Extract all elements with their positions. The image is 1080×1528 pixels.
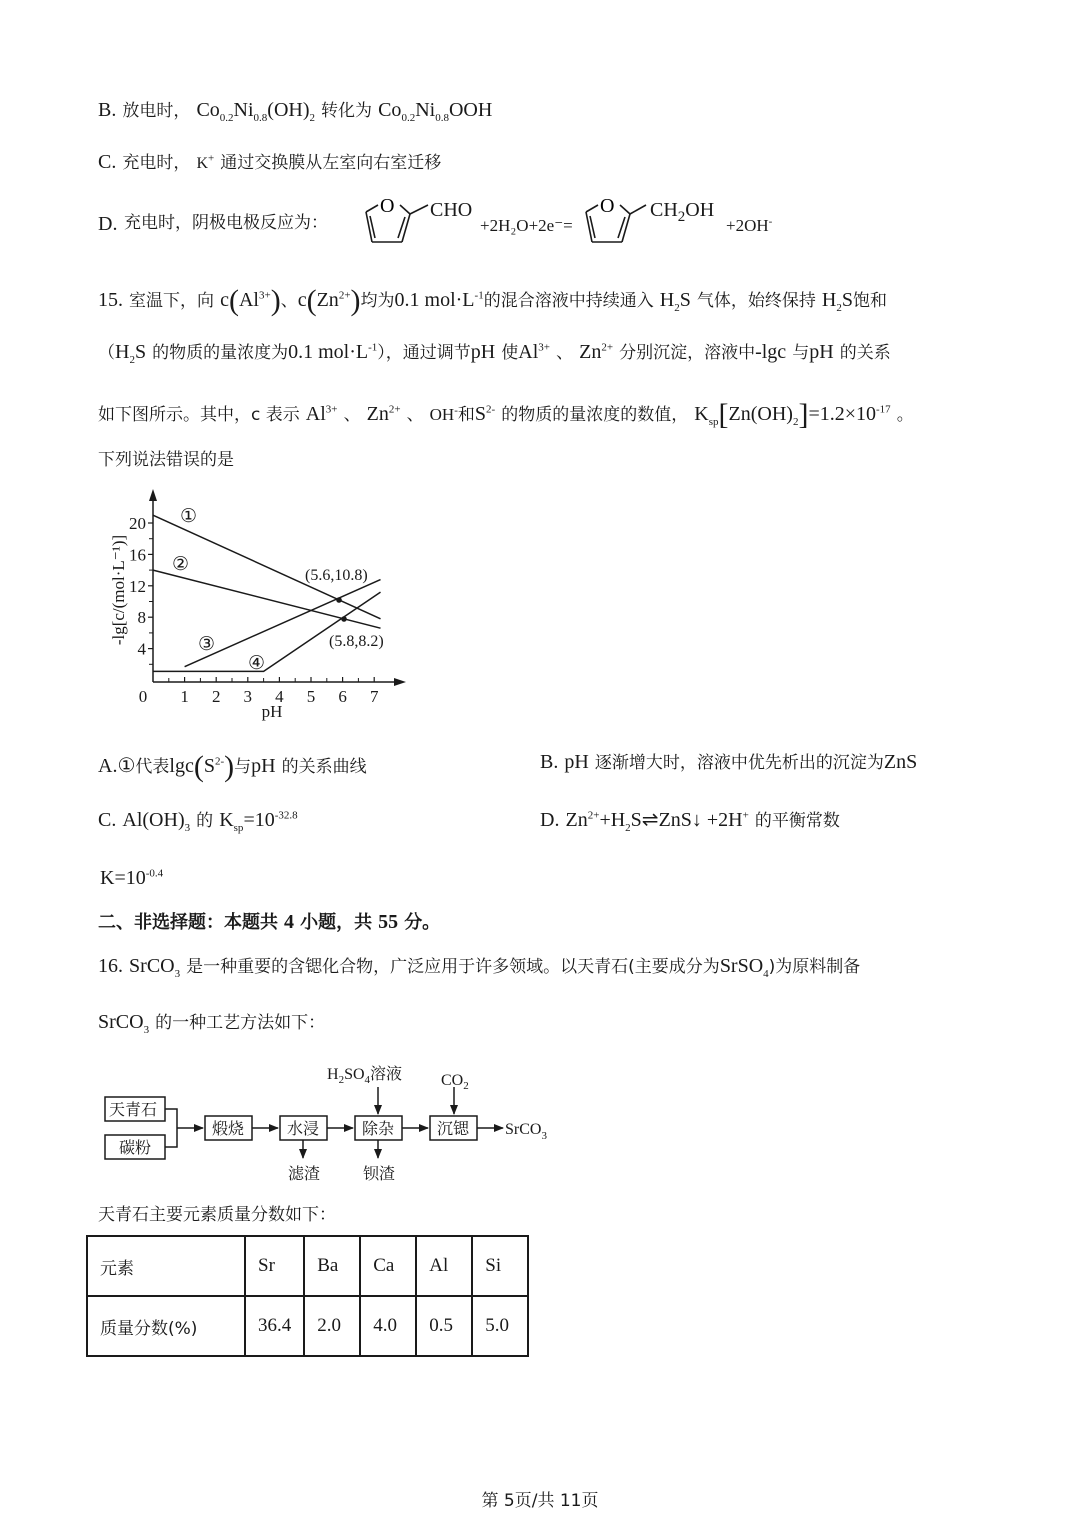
x-tick-label: 3: [243, 687, 253, 706]
h2s: $H_2S$: [115, 341, 147, 366]
input-carbon: 碳粉: [119, 1138, 152, 1157]
x-tick-label: 1: [180, 687, 189, 706]
text: 如下图所示。其中，c 表示: [98, 405, 300, 425]
lgc: -lgc: [755, 341, 787, 363]
q16-line-1: [98, 955, 861, 980]
heading-text: 分。: [404, 912, 441, 933]
annotation-1: (5.6,10.8): [305, 567, 368, 584]
ion: OH-: [429, 404, 458, 424]
q15-option-d-k: [100, 868, 163, 888]
ion: $Al^{3+}$: [305, 403, 338, 425]
series-label-3: ③: [198, 634, 216, 655]
h2s: $H_2S$: [659, 289, 691, 314]
text: 的一种工艺方法如下：: [155, 1013, 326, 1033]
concentration: 0.1 $mol\cdot L^{-1}$: [394, 289, 484, 311]
text: 、: [556, 343, 574, 363]
series-label-2: ②: [172, 554, 190, 575]
k-value: $K=10^{-0.4}$: [100, 867, 164, 889]
option-label: D.: [98, 213, 118, 235]
ring-oxygen: O: [380, 195, 395, 217]
ph-chart: [100, 485, 420, 725]
option-label: B.: [98, 99, 117, 121]
formula: $Co_{0.2}Ni_{0.8}(OH)_2$: [196, 99, 315, 124]
section-2-heading: [98, 912, 440, 932]
text: 与: [234, 757, 252, 777]
q15-line-3: [98, 400, 914, 430]
option-text: 充电时，阴极电极反应为：: [124, 213, 328, 233]
q15-option-b: [540, 752, 917, 772]
q16-line-2: [98, 1011, 326, 1036]
q15-option-d: [540, 809, 840, 834]
option-c-prev: [98, 152, 441, 172]
ring-oxygen: O: [600, 195, 615, 217]
y-axis-label: -lg[c/(mol·L⁻¹)]: [109, 534, 128, 646]
table-cell: 36.4: [245, 1296, 304, 1356]
text: 、: [343, 405, 361, 425]
text: 的: [196, 811, 214, 831]
table-row: [87, 1296, 528, 1356]
table-cell: 质量分数(%): [87, 1296, 245, 1356]
text: 均为: [360, 291, 395, 311]
product-srco3: SrCO$_3$: [505, 1121, 547, 1142]
conc-zn: $c(Zn^{2+})$: [297, 284, 361, 317]
text: )为原料制备: [768, 957, 861, 977]
heading-number: 4: [284, 911, 295, 933]
equation-middle: +2H₂O+2e⁻=: [480, 216, 573, 235]
reagent-co2: $CO_2$: [441, 1072, 469, 1092]
equation: $Zn^{2+}+H_2S\rightleftharpoons ZnS↓ +2H^+$: [565, 809, 749, 834]
y-axis-arrow: [149, 489, 157, 501]
q15-option-c: [98, 809, 298, 834]
text: 的混合溶液中持续通入: [483, 291, 654, 311]
table-cell: 2.0: [304, 1296, 360, 1356]
ph: pH: [564, 751, 589, 773]
ion: K+: [196, 152, 215, 172]
text: （: [98, 343, 115, 363]
x-tick-label: 2: [211, 687, 221, 706]
y-tick-label: 20: [129, 514, 146, 533]
furfuryl-alcohol-structure: [580, 190, 660, 250]
step-purify: 除杂: [362, 1119, 395, 1138]
equation-tail: +2OH-: [726, 215, 773, 235]
option-text: 通过交换膜从左室向右室迁移: [220, 153, 442, 173]
text: 的平衡常数: [754, 811, 840, 831]
y-tick-label: 12: [129, 576, 146, 596]
x-axis-arrow: [394, 678, 406, 686]
text: 下列说法错误的是: [98, 450, 234, 470]
ph: pH: [251, 755, 276, 777]
text: 的关系: [839, 343, 891, 363]
text: 、: [280, 291, 298, 311]
ksp-zn: $K_{sp}[Zn(OH)_2]=1.2\times 10^{-17}$: [694, 398, 891, 431]
text: 的关系曲线: [281, 757, 367, 777]
step-calcine: 煅烧: [212, 1119, 245, 1138]
x-tick-label: 5: [306, 687, 316, 706]
option-b-prev: [98, 99, 493, 124]
formula: SrCO$_3$: [98, 1011, 150, 1036]
heading-number: 55: [378, 911, 399, 933]
y-tick-label: 16: [129, 545, 146, 565]
x-tick-label: 7: [369, 687, 379, 706]
x-tick-label: 0: [138, 687, 148, 706]
formula: $Al(OH)_3$: [122, 809, 191, 834]
table-header: 元素: [87, 1236, 245, 1296]
option-label: C.: [98, 151, 117, 173]
table-header: Si: [472, 1236, 528, 1296]
q15-line-4: [98, 450, 234, 469]
series-label-1: ①: [180, 506, 198, 527]
table-cell: 4.0: [360, 1296, 416, 1356]
concentration: 0.1 $mol\cdot L^{-1}$: [288, 341, 378, 363]
q15-line-2: [98, 341, 891, 366]
text: 逐渐增大时，溶液中优先析出的沉淀为: [594, 753, 884, 773]
x-tick-label: 4: [275, 687, 284, 706]
x-tick-label: 6: [338, 687, 347, 706]
input-celestite: 天青石: [109, 1100, 158, 1119]
page-footer: 第 5页/共 11页: [481, 1491, 599, 1511]
text: 是一种重要的含锶化合物，广泛应用于许多领域。以天青石(主要成分为: [186, 957, 720, 977]
text: 和: [457, 405, 475, 425]
text: 、: [406, 405, 424, 425]
text: 气体，始终保持: [696, 291, 816, 311]
table-cell: 0.5: [416, 1296, 472, 1356]
table-header-row: [87, 1236, 528, 1296]
text: 与: [792, 343, 810, 363]
text: 的物质的量浓度的数值，: [501, 405, 689, 425]
formula: SrSO$_4$: [719, 955, 769, 980]
text: 代表: [135, 757, 170, 777]
equilibrium-arrow-icon: ⇌: [641, 809, 659, 831]
zns: ZnS: [883, 751, 918, 773]
intersection-point-2: [341, 616, 347, 622]
ion: $Zn^{2+}$: [579, 341, 614, 363]
heading-text: 小题，共: [300, 912, 373, 933]
text: 天青石主要元素质量分数如下：: [98, 1205, 336, 1225]
option-text: 充电时，: [122, 153, 191, 173]
text: 室温下，向: [129, 291, 215, 311]
table-header: Al: [416, 1236, 472, 1296]
q15-line-1: [98, 286, 887, 316]
formula: SrCO$_3$: [129, 955, 181, 980]
y-tick-label: 8: [137, 608, 146, 628]
hydroxymethyl-group: $CH_2OH$: [650, 199, 715, 225]
y-tick-label: 4: [137, 639, 146, 659]
table-caption: [98, 1205, 336, 1224]
ion: $Al^{3+}$: [518, 341, 551, 363]
reagent-h2so4: $H_2SO_4$溶液: [327, 1064, 403, 1086]
waste-barium-residue: 钡渣: [363, 1164, 396, 1183]
conc-al: $c(Al^{3+})$: [220, 284, 281, 317]
option-label: A.: [98, 755, 118, 777]
formula: $Co_{0.2}Ni_{0.8}OOH$: [378, 99, 493, 124]
composition-table: [86, 1235, 529, 1357]
ph: pH: [809, 341, 834, 363]
table-header: Ba: [304, 1236, 360, 1296]
table-header: Ca: [360, 1236, 416, 1296]
circled-number: ①: [117, 755, 136, 777]
ion: $S^{2-}$: [474, 403, 496, 425]
text: 使: [501, 343, 519, 363]
x-axis-label: pH: [261, 702, 283, 721]
lgc-s: $\lg c(S^{2-})$: [169, 750, 235, 783]
step-leach: 水浸: [287, 1119, 320, 1138]
text: 。: [896, 405, 914, 425]
ion: $Zn^{2+}$: [366, 403, 401, 425]
h2s: $H_2S$: [821, 289, 853, 314]
series-label-4: ④: [248, 653, 266, 674]
q15-option-a: [98, 752, 367, 782]
waste-filter-residue: 滤渣: [288, 1164, 321, 1183]
ksp-value: $K_{sp}=10^{-32.8}$: [219, 809, 298, 834]
table-cell: 5.0: [472, 1296, 528, 1356]
process-flow-diagram: [95, 1055, 565, 1190]
annotation-2: (5.8,8.2): [329, 633, 384, 650]
table-header: Sr: [245, 1236, 304, 1296]
text: 的物质的量浓度为: [152, 343, 289, 363]
step-precipitate: 沉锶: [437, 1119, 470, 1138]
aldehyde-group: CHO: [430, 199, 473, 221]
heading-text: 二、非选择题：本题共: [98, 912, 278, 933]
option-label: B.: [540, 751, 559, 773]
question-number: 16.: [98, 955, 123, 977]
text: 分别沉淀，溶液中: [619, 343, 756, 363]
intersection-point-1: [336, 597, 342, 603]
option-label: D.: [540, 809, 560, 831]
ph: pH: [470, 341, 496, 363]
text: ），通过调节: [377, 343, 471, 363]
option-label: C.: [98, 809, 117, 831]
question-number: 15.: [98, 289, 123, 311]
text: 饱和: [853, 291, 887, 311]
option-text: 转化为: [321, 101, 373, 121]
option-text: 放电时，: [122, 101, 191, 121]
